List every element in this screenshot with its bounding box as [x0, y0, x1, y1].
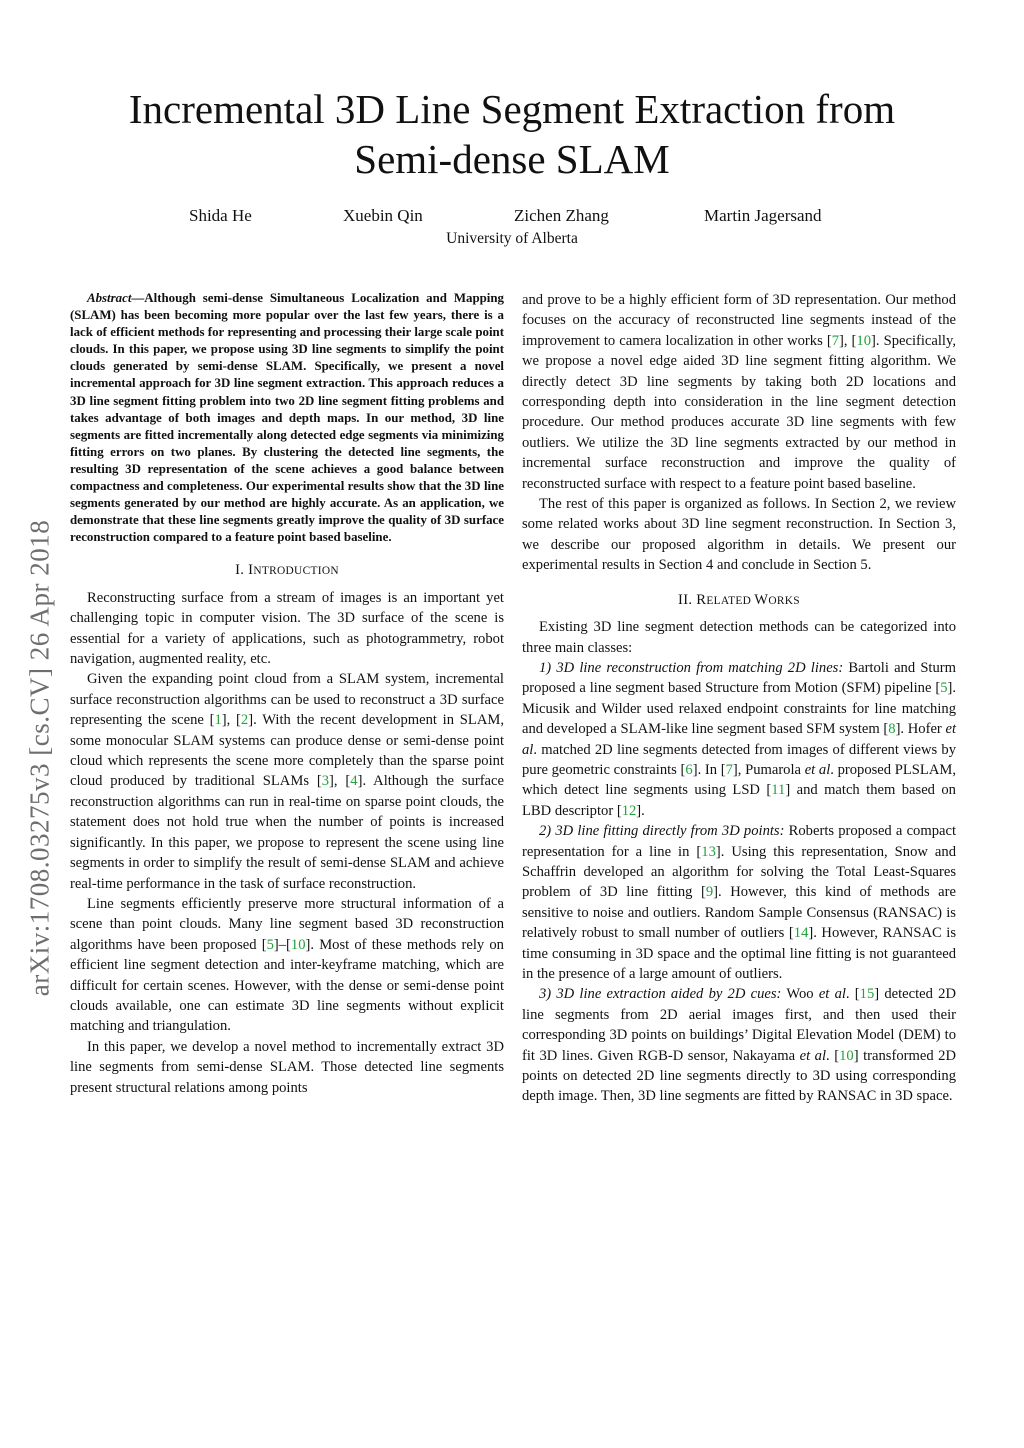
citation-link[interactable]: 3 — [321, 773, 330, 790]
title-line-1: Incremental 3D Line Segment Extraction from — [128, 86, 896, 132]
paragraph: 2) 3D line fitting directly from 3D points: Roberts proposed a compact representation for a line in [13]. Using this representation, Snow and Schaffrin developed an algorithm for solving the Total Least-Squares problem of 3D line fitting [9]. However, this kind of methods are sensitive to noise and outliers. Random Sample Consensus (RANSAC) is relatively robust to small number of outliers [14]. However, RANSAC is time consuming in 3D space and the optimal line fitting is not guaranteed in the presence of a large amount of outliers. — [522, 823, 957, 982]
author-list — [0, 206, 1024, 230]
citation-link[interactable]: 15 — [859, 986, 875, 1003]
citation-link[interactable]: 13 — [701, 843, 716, 860]
paragraph: and prove to be a highly efficient form of 3D representation. Our method focuses on the accuracy of reconstructed line segments instead of the improvement to camera localization in other works [7], [10]. Specifically, we propose a novel edge aided 3D line segment fitting algorithm. We directly detect 3D line segments by taking both 2D locations and corresponding depth into consideration in the line segment detection procedure. Our method produces accurate 3D line segments with few outliers. We utilize the 3D line segments extracted by our method in incremental surface reconstruction and improve the quality of reconstructed surface with respect to a feature point based baseline. — [522, 292, 956, 492]
section-number: I. — [235, 562, 249, 579]
abstract-text: —Although semi-dense Simultaneous Localization and Mapping (SLAM) has been becoming more popular over the last few years, there is a lack of efficient methods for representing and processing their large scale point clouds. In this paper, we propose using 3D line segments to simplify the point clouds generated by semi-dense SLAM. Specifically, we present a novel incremental approach for 3D line segment extraction. This approach reduces a 3D line segment fitting problem into two 2D line segment fitting problems and takes advantage of both images and depth maps. In our method, 3D line segments are fitted incrementally along detected edge segments via minimizing fitting errors on two planes. By clustering the detected line segments, the resulting 3D representation of the scene achieves a good balance between compactness and completeness. Our experimental results show that the 3D line segments generated by our method are highly accurate. As an application, we demonstrate that these line segments greatly improve the quality of 3D surface reconstruction compared to a feature point based baseline. — [70, 291, 504, 545]
paragraph: The rest of this paper is organized as follows. In Section 2, we review some related works about 3D line segment reconstruction. In Section 3, we describe our proposed algorithm in details. We present our experimental results in Section 4 and conclude in Section 5. — [522, 496, 956, 574]
author-name: Shida He — [189, 206, 252, 225]
abstract — [70, 290, 504, 546]
citation-link[interactable]: 10 — [290, 936, 306, 953]
section-number: II. — [678, 591, 697, 608]
paragraph: Given the expanding point cloud from a SLAM system, incremental surface reconstruction algorithms can be used to reconstruct a 3D surface representing the scene [1], [2]. With the recent development in SLAM, some monocular SLAM systems can produce dense or semi-dense point cloud which represents the scene more completely than the sparse point cloud produced by traditional SLAMs [3], [4]. Although the surface reconstruction algorithms can run in real-time on sparse point clouds, the statement does not hold true when the number of points is increased significantly. In this paper, we propose to represent the scene using line segments in order to simplify the result of semi-dense SLAM and achieve real-time performance in the task of surface reconstruction. — [70, 671, 504, 892]
citation-link[interactable]: 7 — [831, 332, 839, 349]
author-name: Xuebin Qin — [343, 206, 423, 225]
section-title-rest: NTRODUCTION — [253, 565, 339, 578]
citation-link[interactable]: 12 — [621, 802, 637, 819]
subsection-title: 1) 3D line reconstruction from matching 2D lines: — [539, 659, 844, 676]
citation-link[interactable]: 2 — [240, 712, 249, 729]
title-line-2: Semi-dense SLAM — [354, 136, 670, 182]
citation-link[interactable]: 7 — [725, 761, 733, 778]
abstract-lead: Abstract — [87, 291, 132, 305]
paragraph: Existing 3D line segment detection methods can be categorized into three main classes: — [522, 619, 956, 656]
author-name: Zichen Zhang — [514, 206, 609, 225]
subsection-title: 3) 3D line extraction aided by 2D cues: — [539, 986, 782, 1003]
citation-link[interactable]: 11 — [771, 782, 786, 799]
section-heading-introduction — [70, 560, 504, 581]
paragraph: Reconstructing surface from a stream of images is an important yet challenging topic in computer vision. The 3D surface of the scene is essential for a variety of applications, such as photogrammetry, robot navigation, augmented reality, etc. — [70, 589, 504, 668]
citation-link[interactable]: 4 — [350, 773, 358, 790]
arxiv-identifier — [8, 448, 72, 1068]
citation-link[interactable]: 1 — [214, 712, 222, 729]
arxiv-id-text: arXiv:1708.03275v3 [cs.CV] 26 Apr 2018 — [24, 519, 55, 997]
right-column — [522, 290, 956, 1107]
paragraph: 3) 3D line extraction aided by 2D cues: Woo et al. [15] detected 2D line segments from 2D aerial images first, and then used their corresponding 3D points on buildings’ Digital Elevation Model (DEM) to fit 3D lines. Given RGB-D sensor, Nakayama et al. [10] transformed 2D points on detected 2D line segments directly to 3D using corresponding depth image. Then, 3D line segments are fitted by RANSAC in 3D space. — [522, 986, 956, 1105]
section-heading-related-works: II. RELATED WORKS — [678, 591, 800, 608]
affiliation: University of Alberta — [446, 230, 578, 247]
citation-link[interactable]: 10 — [856, 332, 872, 349]
paragraph: 1) 3D line reconstruction from matching 2D lines: Bartoli and Sturm proposed a line segment based Structure from Motion (SFM) pipeline [5]. Micusik and Wilder used relaxed endpoint constraints for line matching and developed a SLAM-like line segment based SFM system [8]. Hofer et al. matched 2D line segments detected from images of different views by pure geometric constraints [6]. In [7], Pumarola et al. proposed PLSLAM, which detect line segments using LSD [11] and match them based on LBD descriptor [12]. — [522, 659, 957, 819]
citation-link[interactable]: 6 — [685, 761, 693, 778]
citation-link[interactable]: 5 — [266, 936, 274, 953]
paper-title — [0, 84, 1024, 184]
citation-link[interactable]: 14 — [793, 925, 809, 942]
subsection-title: 2) 3D line fitting directly from 3D points: — [539, 823, 785, 840]
author-name: Martin Jagersand — [704, 206, 822, 225]
citation-link[interactable]: 5 — [940, 680, 948, 697]
paragraph: Line segments efficiently preserve more structural information of a scene than point clouds. Many line segment based 3D reconstruction algorithms have been proposed [5]–[10]. Most of these methods rely on efficient line segment detection and inter-keyframe matching, which are difficult for certain scenes. However, with the dense or semi-dense point clouds available, one can estimate 3D line segments without explicit matching and triangulation. — [70, 895, 504, 1035]
paragraph: In this paper, we develop a novel method to incrementally extract 3D line segments from semi-dense SLAM. Those detected line segments present structural relations among points — [70, 1038, 504, 1096]
citation-link[interactable]: 8 — [888, 721, 896, 738]
left-column — [70, 290, 504, 1098]
citation-link[interactable]: 9 — [705, 884, 714, 901]
section-title-cap: I — [248, 562, 254, 579]
citation-link[interactable]: 10 — [839, 1047, 854, 1064]
